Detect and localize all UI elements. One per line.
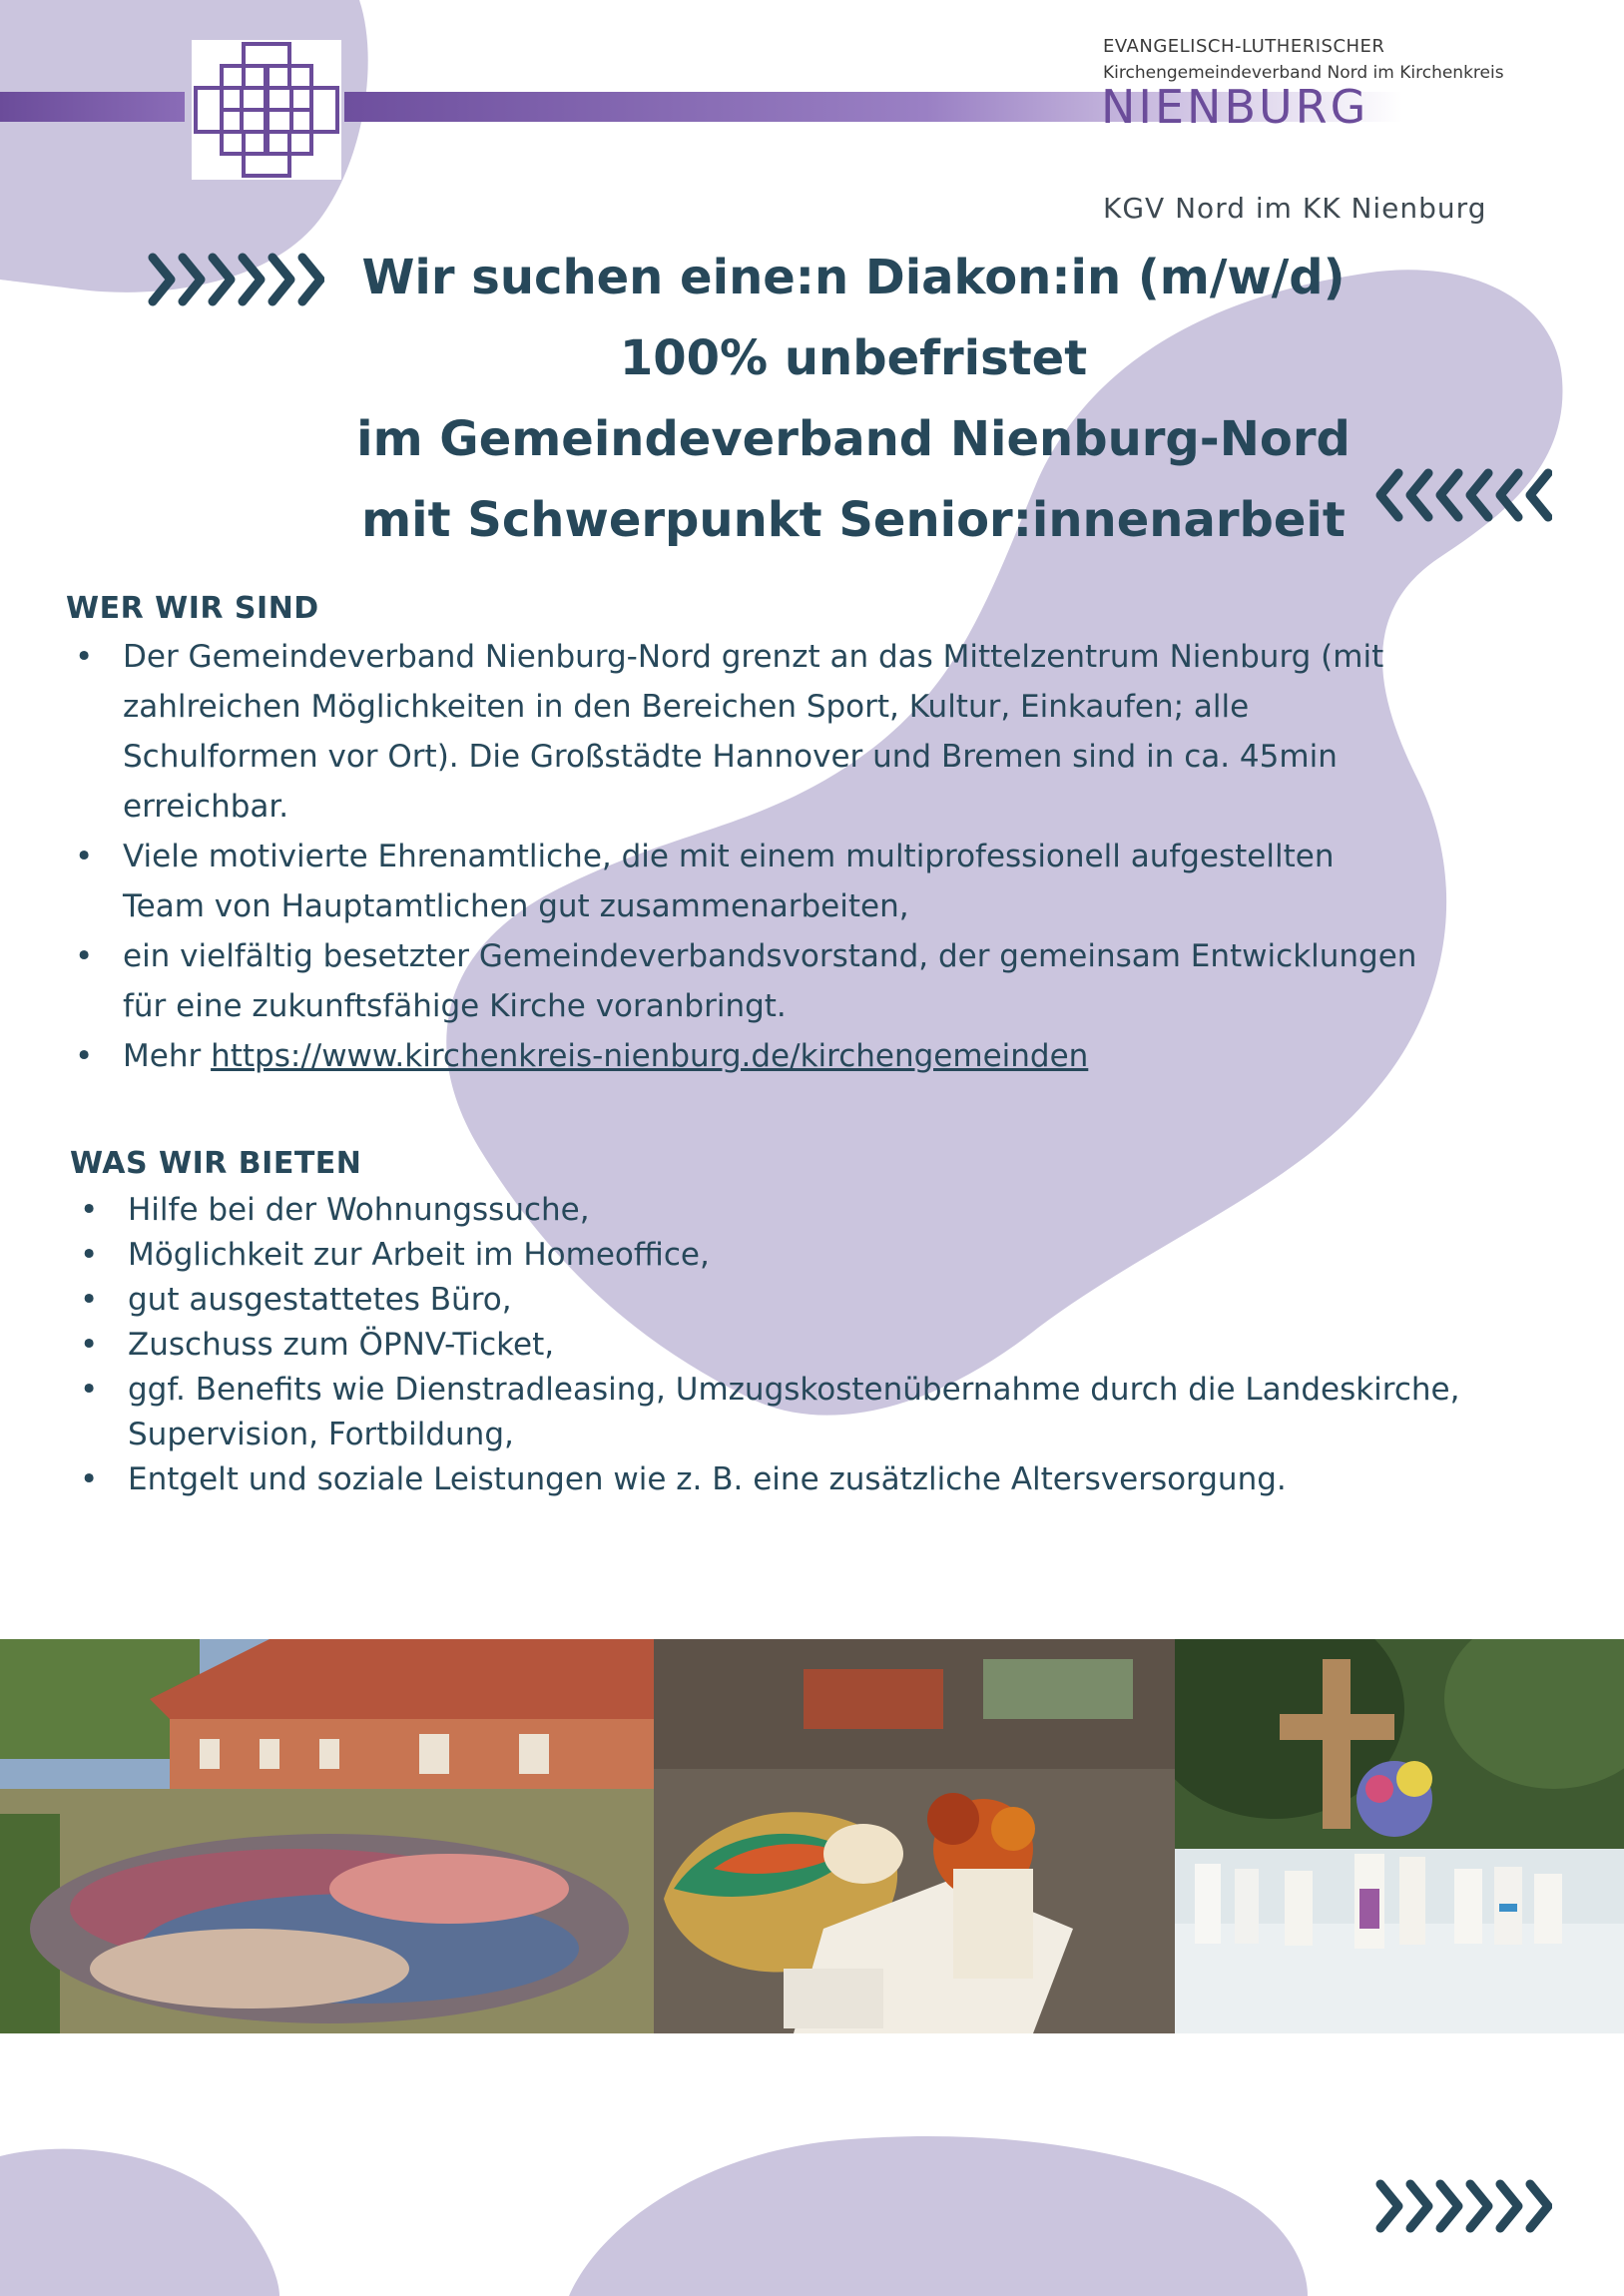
list-item: • Der Gemeindeverband Nienburg-Nord grenzt an das Mittelzentrum Nienburg (mit zahlreichen Möglichkeiten in den Bereichen Sport, Kultur, Einkaufen; alle Schulformen vor Ort). Die Großstädte Hannover und Bremen sind in ca. 45min erreichbar. [65, 632, 1422, 832]
what-we-offer-list [70, 1188, 1587, 1502]
website-link[interactable]: https://www.kirchenkreis-nienburg.de/kirchengemeinden [211, 1038, 1089, 1074]
headline-line1: Wir suchen eine:n Diakon:in (m/w/d) [361, 250, 1346, 305]
org-line1: EVANGELISCH-LUTHERISCHER [1103, 36, 1385, 57]
who-we-are-title: WER WIR SIND [66, 591, 319, 626]
headline-line2: 100% unbefristet [619, 330, 1088, 386]
photo-cross-candles [1175, 1639, 1624, 2033]
list-item: • ein vielfältig besetzter Gemeindeverbandsvorstand, der gemeinsam Entwicklungen für eine zukunftsfähige Kirche voranbringt. [65, 931, 1422, 1031]
list-item: • Hilfe bei der Wohnungssuche, [70, 1188, 1587, 1233]
photo-bumper-cars [654, 1639, 1175, 2033]
page-title [250, 238, 1457, 561]
org-line2: Kirchengemeindeverband Nord im Kirchenkreis [1103, 63, 1504, 83]
cross-logo-icon [192, 40, 341, 180]
headline-line3: im Gemeindeverband Nienburg-Nord [356, 411, 1351, 467]
list-item-more [65, 1031, 1422, 1081]
short-name: KGV Nord im KK Nienburg [1103, 192, 1487, 225]
more-label: Mehr [123, 1038, 202, 1074]
photo-group-farm [0, 1639, 654, 2033]
header-bar-left [0, 92, 185, 122]
list-item: • Entgelt und soziale Leistungen wie z. B. eine zusätzliche Altersversorgung. [70, 1457, 1587, 1502]
what-we-offer-title: WAS WIR BIETEN [70, 1146, 362, 1181]
headline-line4: mit Schwerpunkt Senior:innenarbeit [361, 492, 1346, 548]
chevrons-left-icon [1372, 465, 1552, 525]
list-item: • Zuschuss zum ÖPNV-Ticket, [70, 1323, 1587, 1368]
list-item: • Viele motivierte Ehrenamtliche, die mit einem multiprofessionell aufgestellten Team von Hauptamtlichen gut zusammenarbeiten, [65, 832, 1422, 931]
list-item: • Möglichkeit zur Arbeit im Homeoffice, [70, 1233, 1587, 1278]
list-item: • ggf. Benefits wie Dienstradleasing, Umzugskostenübernahme durch die Landeskirche, Supervision, Fortbildung, [70, 1368, 1587, 1457]
list-item: • gut ausgestattetes Büro, [70, 1278, 1587, 1323]
org-name: NIENBURG [1101, 80, 1369, 134]
who-we-are-list [65, 632, 1422, 1081]
chevrons-right-icon [1372, 2176, 1552, 2236]
